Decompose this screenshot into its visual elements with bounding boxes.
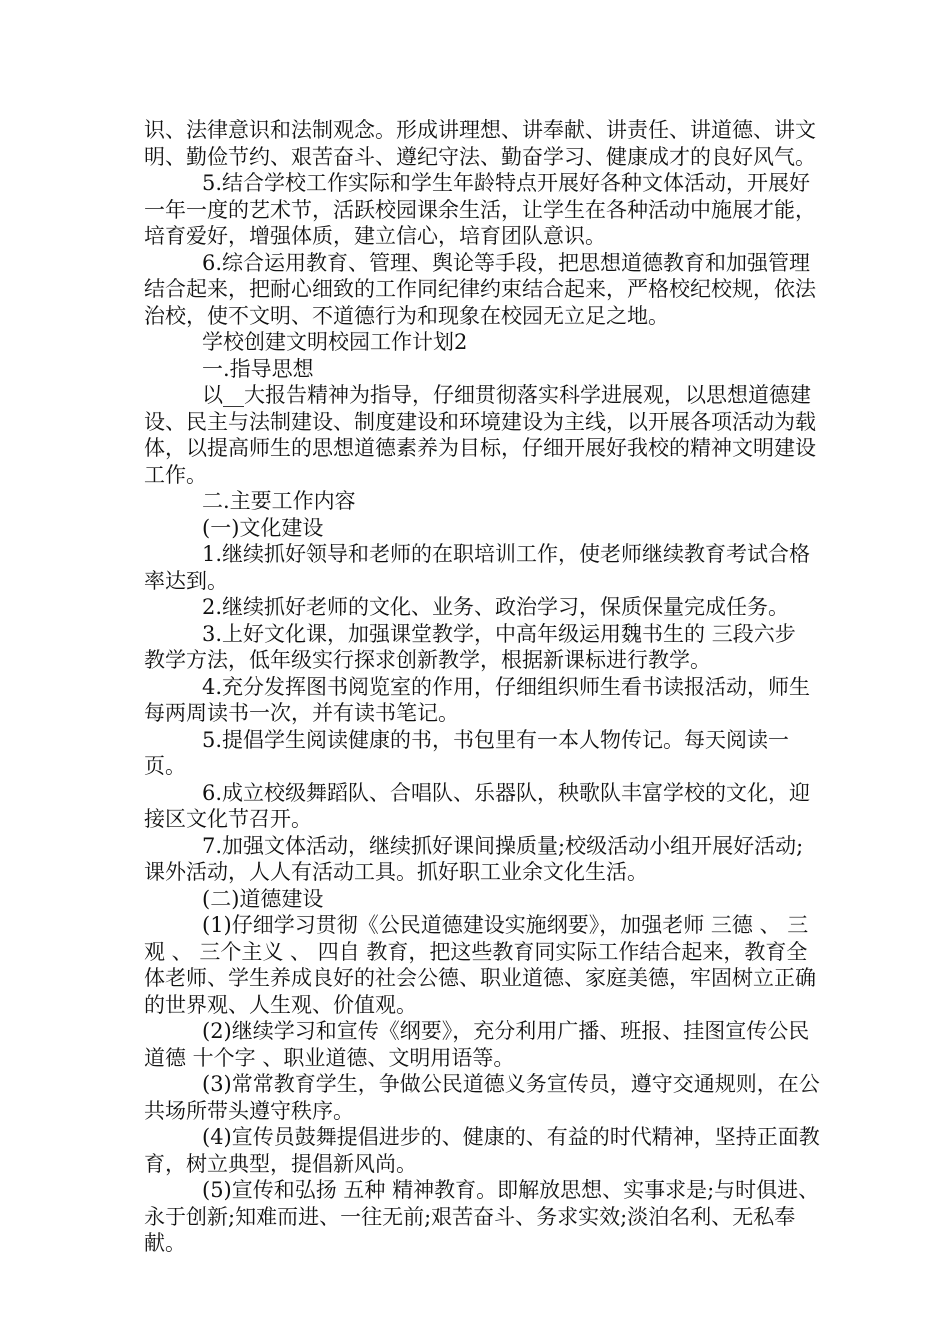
list-item: 5.提倡学生阅读健康的书，书包里有一本人物传记。每天阅读一页。 — [144, 727, 790, 778]
document-body — [144, 117, 820, 1257]
section-heading: 一.指导思想 — [202, 356, 314, 381]
section-title: 学校创建文明校园工作计划2 — [202, 330, 468, 354]
subsection-heading: (一)文化建设 — [202, 515, 324, 540]
subsection-heading: (二)道德建设 — [202, 886, 324, 911]
list-item: (4)宣传员鼓舞提倡进步的、健康的、有益的时代精神，坚持正面教育，树立典型，提倡新风尚。 — [144, 1125, 820, 1176]
paragraph: 5.结合学校工作实际和学生年龄特点开展好各种文体活动，开展好一年一度的艺术节，活跃校园课余生活，让学生在各种活动中施展才能，培育爱好，增强体质，建立信心，培育团队意识。 — [144, 171, 816, 248]
list-item: 3.上好文化课，加强课堂教学，中高年级运用魏书生的 三段六步 教学方法，低年级实行探求创新教学，根据新课标进行教学。 — [144, 621, 796, 672]
list-item: (3)常常教育学生，争做公民道德义务宣传员，遵守交通规则，在公共场所带头遵守秩序。 — [144, 1072, 820, 1123]
list-item: (2)继续学习和宣传《纲要》，充分利用广播、班报、挂图宣传公民道德 十个字 、职业道德、文明用语等。 — [144, 1019, 810, 1070]
list-item: (5)宣传和弘扬 五种 精神教育。即解放思想、实事求是;与时俱进、永于创新;知难而进、一往无前;艰苦奋斗、务求实效;淡泊名利、无私奉献。 — [144, 1178, 820, 1255]
paragraph: 识、法律意识和法制观念。形成讲理想、讲奉献、讲责任、讲道德、讲文明、勤俭节约、艰苦奋斗、遵纪守法、勤奋学习、健康成才的良好风气。 — [144, 118, 816, 169]
paragraph: 6.综合运用教育、管理、舆论等手段，把思想道德教育和加强管理结合起来，把耐心细致的工作同纪律约束结合起来，严格校纪校规，依法治校，使不文明、不道德行为和现象在校园无立足之地。 — [144, 250, 816, 328]
paragraph: 以__大报告精神为指导，仔细贯彻落实科学进展观，以思想道德建设、民主与法制建设、制度建设和环境建设为主线，以开展各项活动为载体，以提高师生的思想道德素养为目标，仔细开展好我校的精神文明建设工作。 — [144, 383, 816, 487]
list-item: 4.充分发挥图书阅览室的作用，仔细组织师生看书读报活动，师生每两周读书一次，并有读书笔记。 — [144, 674, 811, 725]
section-heading: 二.主要工作内容 — [202, 489, 356, 513]
list-item: 6.成立校级舞蹈队、合唱队、乐器队，秧歌队丰富学校的文化，迎接区文化节召开。 — [144, 780, 811, 831]
list-item: 2.继续抓好老师的文化、业务、政治学习，保质保量完成任务。 — [202, 595, 790, 619]
list-item: 1.继续抓好领导和老师的在职培训工作，使老师继续教育考试合格率达到。 — [144, 542, 811, 593]
list-item: (1)仔细学习贯彻《公民道德建设实施纲要》，加强老师 三德 、 三观 、 三个主义 、 四自 教育，把这些教育同实际工作结合起来，教育全体老师、学生养成良好的社会公德、职业道德、家庭美德，牢固树立正确的世界观、人生观、价值观。 — [144, 913, 816, 1017]
list-item: 7.加强文体活动，继续抓好课间操质量;校级活动小组开展好活动;课外活动，人人有活动工具。抓好职工业余文化生活。 — [144, 833, 804, 884]
